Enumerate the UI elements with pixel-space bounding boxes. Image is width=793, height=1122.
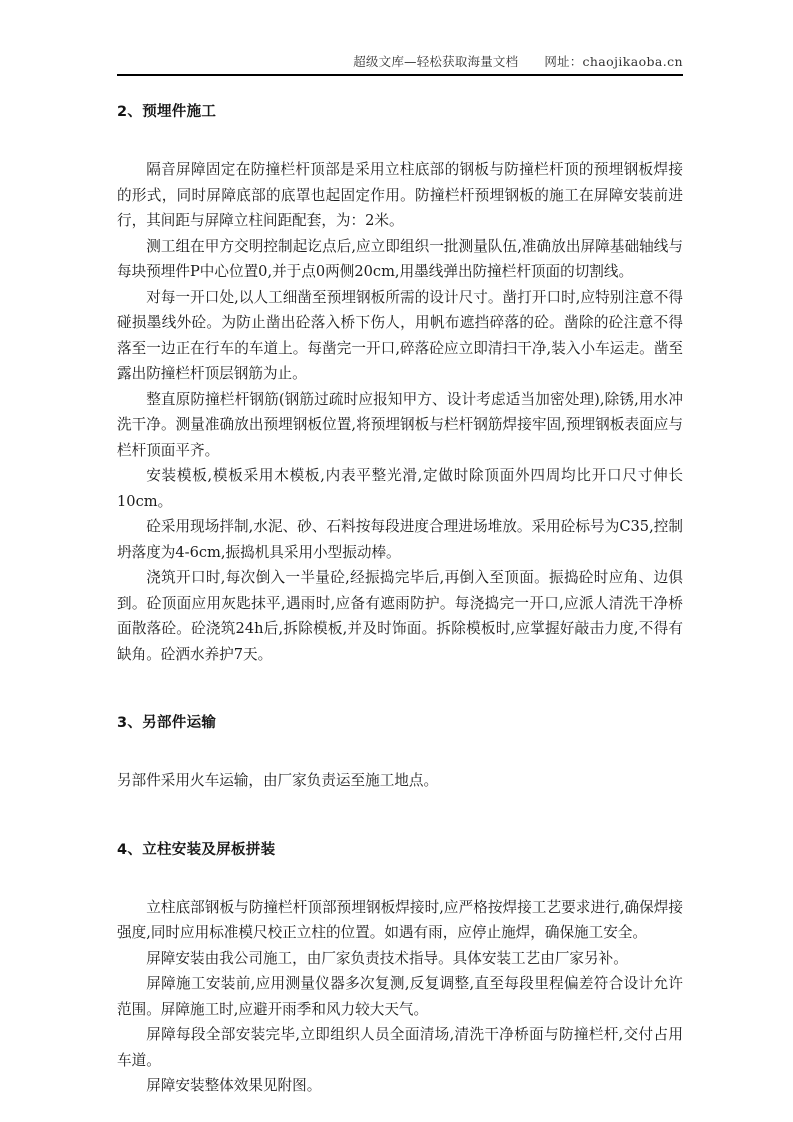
paragraph: 隔音屏障固定在防撞栏杆顶部是采用立柱底部的钢板与防撞栏杆顶的预埋钢板焊接的形式，同时屏障底部的底罩也起固定作用。防撞栏杆预埋钢板的施工在屏障安装前进行，其间距与屏障立柱间距配套，为：2米。 — [117, 161, 683, 230]
paragraph: 屏障施工安装前,应用测量仪器多次复测,反复调整,直至每段里程偏差符合设计允许范围。屏障施工时,应避开雨季和风力较大天气。 — [117, 975, 683, 1018]
paragraph: 整直原防撞栏杆钢筋(钢筋过疏时应报知甲方、设计考虑适当加密处理),除锈,用水冲洗干净。测量准确放出预埋钢板位置,将预埋钢板与栏杆钢筋焊接牢固,预埋钢板表面应与栏杆顶面平齐。 — [117, 390, 683, 459]
paragraph: 立柱底部钢板与防撞栏杆顶部预埋钢板焊接时,应严格按焊接工艺要求进行,确保焊接强度,同时应用标准模尺校正立柱的位置。如遇有雨，应停止施焊，确保施工安全。 — [117, 898, 683, 942]
section-heading-4: 4、立柱安装及屏板拼装 — [117, 841, 276, 858]
paragraph: 测工组在甲方交明控制起讫点后,应立即组织一批测量队伍,准确放出屏障基础轴线与每块预埋件P中心位置0,并于点0两侧20cm,用墨线弹出防撞栏杆顶面的切割线。 — [117, 237, 683, 281]
paragraph: 屏障每段全部安装完毕,立即组织人员全面清场,清洗干净桥面与防撞栏杆,交付占用车道。 — [117, 1026, 683, 1069]
header-site-title: 超级文库—轻松获取海量文档 — [353, 54, 519, 69]
paragraph: 对每一开口处,以人工细凿至预埋钢板所需的设计尺寸。凿打开口时,应特别注意不得碰损墨线外砼。为防止凿出砼落入桥下伤人，用帆布遮挡碎落的砼。凿除的砼注意不得落至一边正在行车的车道上。每凿完一开口,碎落砼应立即清扫干净,装入小车运走。凿至露出防撞栏杆顶层钢筋为止。 — [117, 288, 683, 383]
paragraph: 浇筑开口时,每次倒入一半量砼,经振捣完毕后,再倒入至顶面。振捣砼时应角、边俱到。砼顶面应用灰匙抹平,遇雨时,应备有遮雨防护。每浇捣完一开口,应派人清洗干净桥面散落砼。砼浇筑24h后,拆除模板,并及时饰面。拆除模板时,应掌握好敲击力度,不得有缺角。砼洒水养护7天。 — [117, 569, 683, 663]
paragraph: 安装模板,模板采用木模板,内表平整光滑,定做时除顶面外四周均比开口尺寸伸长10cm。 — [117, 467, 683, 510]
spacer — [117, 123, 683, 157]
document-body — [117, 102, 683, 1099]
section-heading-2: 2、预埋件施工 — [117, 104, 217, 120]
header-divider-rule — [117, 74, 683, 76]
header-url-value: chaojikaoba.cn — [582, 54, 683, 69]
spacer — [117, 861, 683, 895]
spacer — [117, 667, 683, 713]
spacer — [117, 794, 683, 840]
section-heading-3: 3、另部件运输 — [117, 715, 217, 732]
paragraph: 砼采用现场拌制,水泥、砂、石料按每段进度合理进场堆放。采用砼标号为C35,控制坍落度为4-6cm,振捣机具采用小型振动棒。 — [117, 518, 683, 561]
paragraph: 另部件采用火车运输，由厂家负责运至施工地点。 — [117, 772, 439, 790]
header-text-row — [117, 52, 683, 74]
spacer — [117, 734, 683, 768]
header-url-label: 网址： — [544, 54, 583, 69]
paragraph: 屏障安装整体效果见附图。 — [146, 1077, 322, 1095]
page-header — [117, 52, 683, 76]
paragraph: 屏障安装由我公司施工，由厂家负责技术指导。具体安装工艺由厂家另补。 — [146, 949, 628, 967]
